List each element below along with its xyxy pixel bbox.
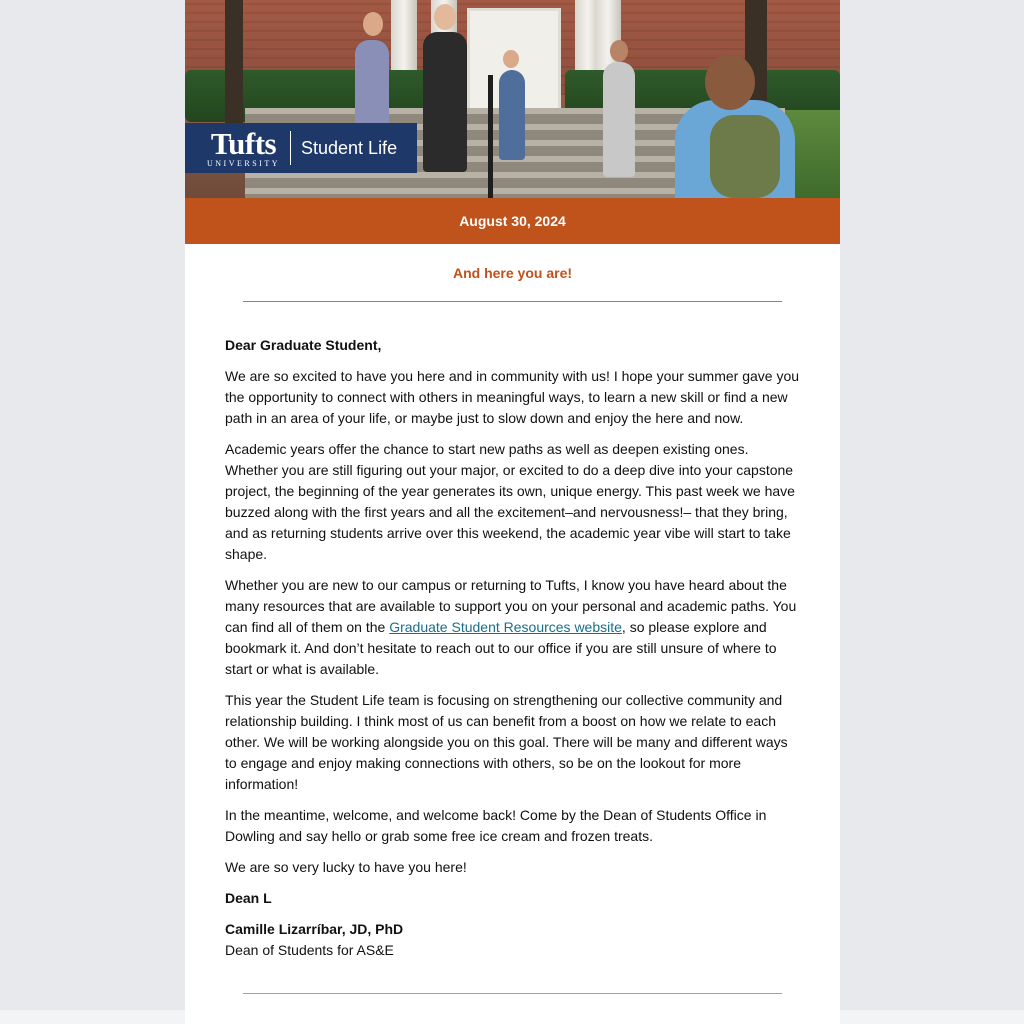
paragraph-1: We are so excited to have you here and in community with us! I hope your summer gave you the opportunity to connect with others in meaningful ways, to learn a new skill or find a new path in an area of your life, or maybe just to slow down and enjoy the here and now. bbox=[225, 368, 800, 426]
hero-banner bbox=[185, 0, 840, 198]
signer-title: Dean of Students for AS&E bbox=[225, 942, 394, 958]
paragraph-6: We are so very lucky to have you here! bbox=[225, 859, 467, 875]
letter-content bbox=[185, 335, 840, 961]
bottom-divider bbox=[243, 993, 782, 994]
tufts-student-life-logo bbox=[185, 123, 417, 173]
logo-unit-name: Student Life bbox=[301, 137, 398, 158]
date-text: August 30, 2024 bbox=[459, 213, 566, 229]
logo-wordmark: Tufts bbox=[210, 126, 277, 161]
graduate-resources-link[interactable]: Graduate Student Resources website bbox=[389, 619, 622, 635]
signer-name: Camille Lizarríbar, JD, PhD bbox=[225, 921, 404, 937]
signoff: Dean L bbox=[225, 890, 272, 906]
top-divider bbox=[243, 301, 782, 302]
email-subtitle: And here you are! bbox=[452, 265, 573, 281]
salutation: Dear Graduate Student, bbox=[225, 337, 382, 353]
paragraph-2: Academic years offer the chance to start new paths as well as deepen existing ones. Whether you are still figuring out your major, or excited to do a deep dive into your capstone project, the beginning of the year generates its own, unique energy. This past week we have buzzed along with the first years and all the excitement–and nervousness!– that they bring, and as returning students arrive over this weekend, the academic year vibe will start to take shape. bbox=[225, 441, 795, 562]
email-body bbox=[185, 0, 840, 1024]
paragraph-5: In the meantime, welcome, and welcome back! Come by the Dean of Students Office in Dowling and say hello or grab some free ice cream and frozen treats. bbox=[225, 807, 767, 844]
paragraph-4: This year the Student Life team is focusing on strengthening our collective community and relationship building. I think most of us can benefit from a boost on how we relate to each other. We will be working alongside you on this goal. There will be many and different ways to engage and enjoy making connections with others, so be on the lookout for more information! bbox=[225, 692, 788, 792]
signature-block bbox=[225, 919, 800, 961]
paragraph-3: Whether you are new to our campus or returning to Tufts, I know you have heard about the many resources that are available to support you on your personal and academic paths. You can find all of them on the Graduate Student Resources website, so please explore and bookmark it. And don’t hesitate to reach out to our office if you are still unsure of where to start or what is available. bbox=[225, 577, 797, 677]
logo-subword: UNIVERSITY bbox=[207, 159, 280, 168]
logo-divider bbox=[290, 131, 291, 165]
date-banner bbox=[185, 198, 840, 244]
